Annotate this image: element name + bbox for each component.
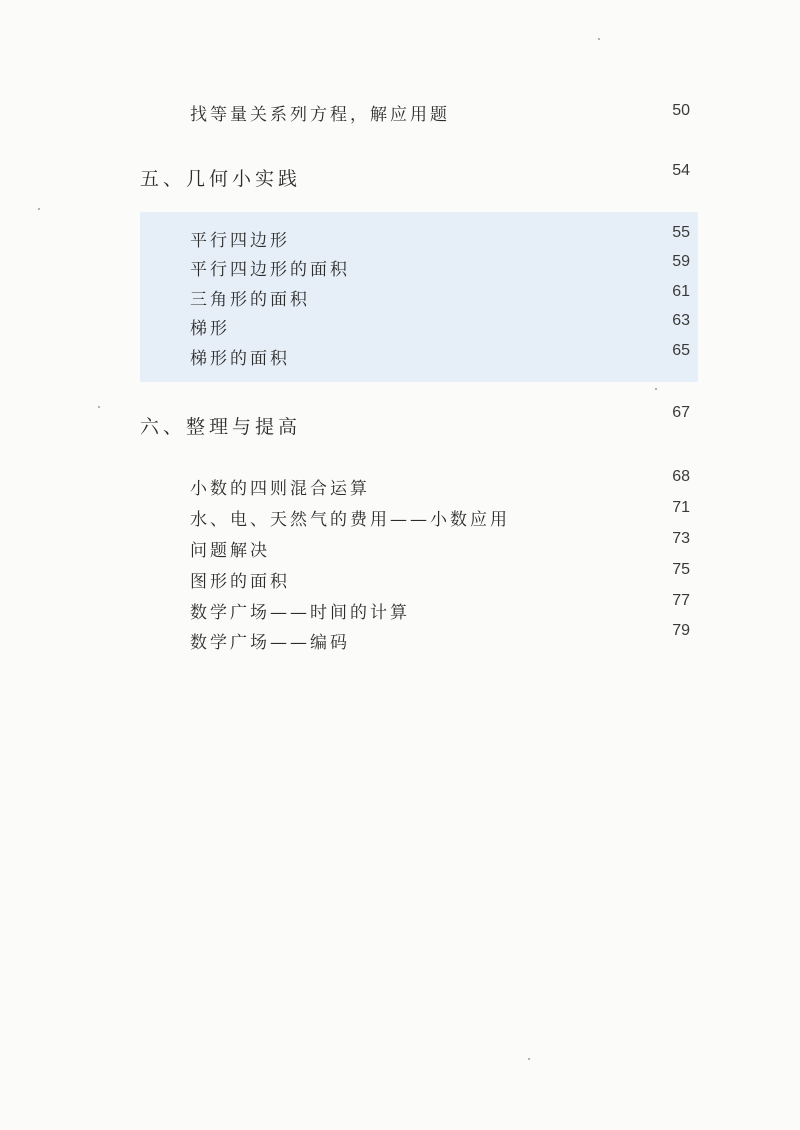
toc-entry[interactable]: [0, 253, 800, 283]
toc-entry-page: 50: [672, 102, 690, 119]
toc-entry[interactable]: [0, 342, 800, 372]
toc-entry-label: 数学广场——编码: [190, 633, 350, 653]
toc-entry-label: 图形的面积: [190, 572, 290, 592]
toc-entry-page: 65: [672, 342, 690, 359]
toc-entry[interactable]: [0, 98, 800, 128]
toc-entry-label: 水、电、天然气的费用——小数应用: [190, 510, 510, 530]
toc-entry-page: 71: [672, 499, 690, 516]
toc-entry-label: 平行四边形的面积: [190, 260, 350, 280]
chapter-page: 54: [672, 162, 690, 179]
toc-entry-page: 55: [672, 224, 690, 241]
toc-entry-page: 61: [672, 283, 690, 300]
chapter-title: 五、几何小实践: [140, 168, 302, 190]
toc-entry-label: 三角形的面积: [190, 290, 310, 310]
toc-entry-page: 73: [672, 530, 690, 547]
toc-entry[interactable]: [0, 532, 800, 562]
toc-entry-page: 77: [672, 592, 690, 609]
toc-entry[interactable]: [0, 594, 800, 624]
scan-speck: [98, 406, 100, 408]
toc-entry-page: 75: [672, 561, 690, 578]
toc-entry[interactable]: [0, 470, 800, 500]
toc-entry-label: 找等量关系列方程，解应用题: [190, 105, 450, 125]
toc-entry[interactable]: [0, 224, 800, 254]
chapter-page: 67: [672, 404, 690, 421]
chapter-heading-6[interactable]: [0, 406, 800, 436]
toc-entry[interactable]: [0, 563, 800, 593]
toc-entry[interactable]: [0, 312, 800, 342]
toc-entry[interactable]: [0, 624, 800, 654]
scan-speck: [38, 208, 40, 210]
toc-entry-page: 59: [672, 253, 690, 270]
toc-entry-label: 数学广场——时间的计算: [190, 603, 410, 623]
chapter-title: 六、整理与提高: [140, 416, 302, 438]
toc-entry-label: 平行四边形: [190, 231, 290, 251]
toc-entry[interactable]: [0, 501, 800, 531]
toc-entry-label: 梯形: [190, 319, 230, 339]
toc-entry-page: 68: [672, 468, 690, 485]
toc-entry-label: 梯形的面积: [190, 349, 290, 369]
toc-entry-label: 小数的四则混合运算: [190, 479, 370, 499]
scan-speck: [655, 388, 657, 390]
toc-entry-page: 79: [672, 622, 690, 639]
scan-speck: [598, 38, 600, 40]
scan-speck: [528, 1058, 530, 1060]
toc-entry[interactable]: [0, 283, 800, 313]
chapter-heading-5[interactable]: [0, 160, 800, 190]
toc-entry-label: 问题解决: [190, 541, 270, 561]
toc-entry-page: 63: [672, 312, 690, 329]
